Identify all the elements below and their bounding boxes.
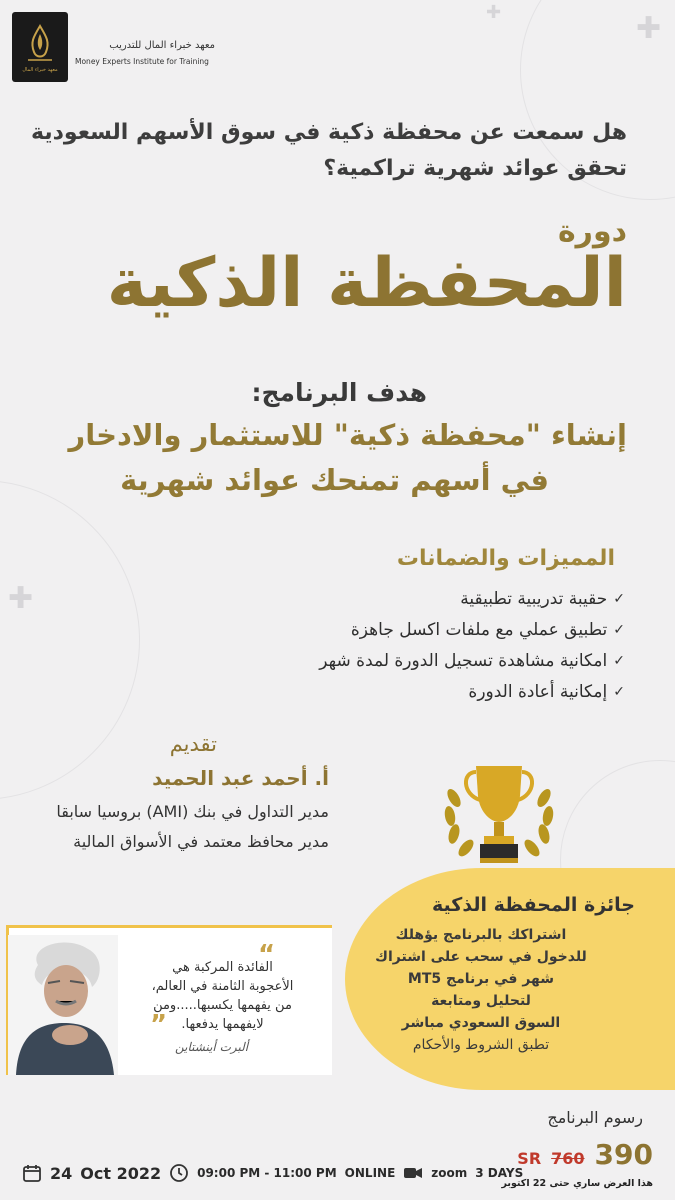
institute-logo	[12, 12, 68, 82]
clock-icon	[169, 1163, 189, 1183]
institute-name-ar: معهد خبراء المال للتدريب	[109, 40, 215, 51]
presenter-role-1: مدير التداول في بنك (AMI) بروسيا سابقا	[56, 802, 329, 821]
list-item: ✓ حقيبة تدريبية تطبيقية	[460, 588, 625, 609]
schedule-platform: zoom	[431, 1166, 468, 1180]
list-item: ✓ امكانية مشاهدة تسجيل الدورة لمدة شهر	[319, 650, 625, 671]
quote-author: ألبرت أينشتاين	[175, 1040, 249, 1054]
zoom-icon	[403, 1163, 423, 1183]
logo-text: معهد خبراء المال	[22, 66, 58, 73]
presenter-name: أ. أحمد عبد الحميد	[152, 766, 329, 790]
checkmark-icon: ✓	[613, 621, 625, 638]
checkmark-icon: ✓	[613, 590, 625, 607]
list-item: ✓ إمكانية أعادة الدورة	[468, 681, 625, 702]
award-title: جائزة المحفظة الذكية	[432, 894, 635, 916]
quote-text: الفائدة المركبة هي الأعجوبة الثامنة في العالم، من يفهمها يكسبها.....ومن لايفهمها يدفعها.	[151, 960, 294, 1032]
schedule-day: 24	[50, 1163, 73, 1183]
offer-note: هذا العرض ساري حتى 22 اكتوبر	[501, 1178, 653, 1189]
question-line-2: تحقق عوائد شهرية تراكمية؟	[323, 156, 627, 181]
list-item: ✓ تطبيق عملي مع ملفات اكسل جاهزة	[350, 619, 625, 640]
features-heading: المميزات والضمانات	[396, 546, 615, 571]
checkmark-icon: ✓	[613, 683, 625, 700]
quote-close-icon: ”	[150, 1010, 168, 1040]
old-price: 760	[551, 1149, 585, 1168]
schedule-mode: ONLINE	[344, 1166, 396, 1180]
fees-label: رسوم البرنامج	[547, 1108, 643, 1127]
plus-decoration-icon: ✚	[8, 581, 34, 616]
trophy-icon	[440, 758, 558, 870]
schedule-duration: 3 DAYS	[475, 1166, 524, 1180]
calendar-icon	[22, 1163, 42, 1183]
award-text: اشتراكك بالبرنامج يؤهلك للدخول في سحب على اشتراك شهر في برنامج MT5 لتحليل ومتابعة السوق السعودي مباشر تطبق الشروط والأحكام	[375, 927, 587, 1053]
institute-name-en: Money Experts Institute for Training	[75, 57, 209, 66]
plus-decoration-icon: ✚	[636, 11, 662, 46]
quote-open-icon: “	[258, 940, 276, 970]
schedule-bar	[22, 1163, 523, 1183]
presenter-role-2: مدير محافظ معتمد في الأسواق المالية	[73, 832, 329, 851]
new-price: 390	[594, 1138, 653, 1171]
checkmark-icon: ✓	[613, 652, 625, 669]
features-list	[319, 583, 625, 707]
einstein-photo	[8, 935, 118, 1075]
schedule-time: 09:00 PM - 11:00 PM	[197, 1166, 337, 1180]
bg-circle-left	[0, 480, 140, 800]
goal-heading: هدف البرنامج:	[251, 378, 427, 407]
goal-line-1: إنشاء "محفظة ذكية" للاستثمار والادخار	[68, 418, 627, 452]
question-line-1: هل سمعت عن محفظة ذكية في سوق الأسهم السعودية	[31, 120, 627, 145]
course-title: المحفظة الذكية	[106, 244, 627, 323]
currency: SR	[517, 1149, 542, 1168]
schedule-month: Oct 2022	[80, 1163, 162, 1183]
course-prefix: دورة	[557, 214, 627, 249]
plus-decoration-icon: ✚	[486, 2, 502, 23]
goal-line-2: في أسهم تمنحك عوائد شهرية	[120, 463, 549, 497]
logo-emblem-icon	[20, 22, 60, 66]
presented-by-label: تقديم	[169, 732, 217, 756]
price-row	[517, 1138, 653, 1171]
